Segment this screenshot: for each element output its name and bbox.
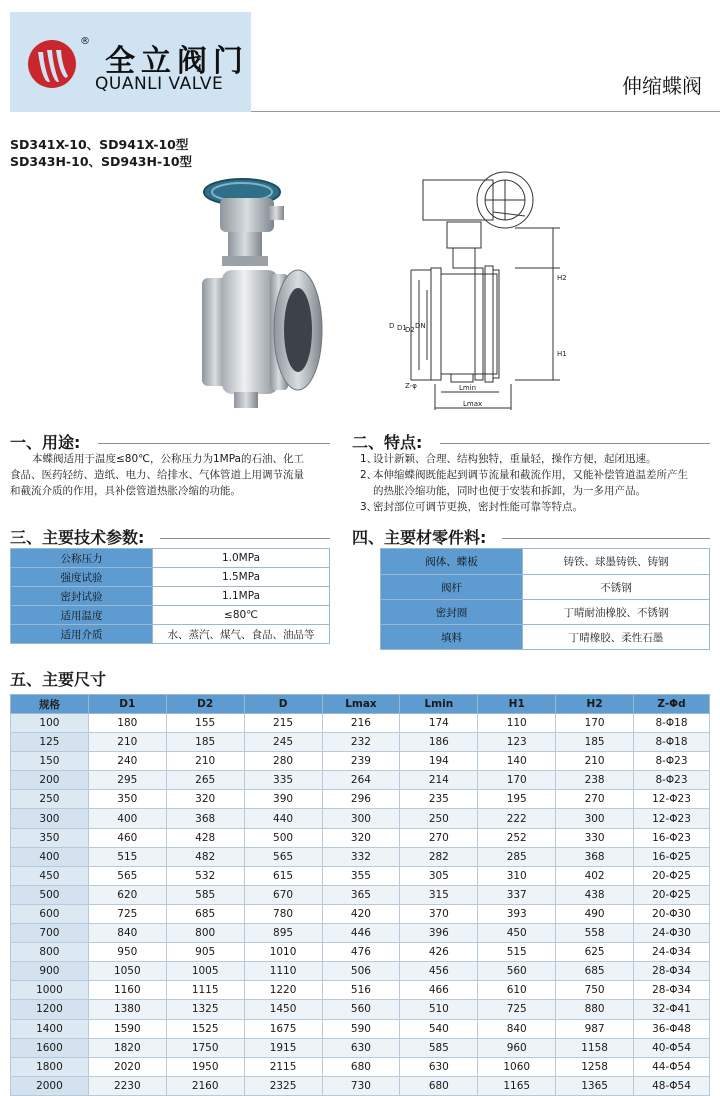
tech-key: 适用介质 [11,625,153,644]
table-cell: 235 [400,790,478,809]
table-cell: 16-Φ25 [634,847,710,866]
table-cell: 1950 [166,1057,244,1076]
table-cell: 296 [322,790,400,809]
table-cell: 330 [556,828,634,847]
material-row [381,549,710,575]
table-cell: 238 [556,771,634,790]
table-cell: 900 [11,962,89,981]
table-cell: 44-Φ54 [634,1057,710,1076]
table-cell: 337 [478,885,556,904]
table-cell: 210 [88,733,166,752]
table-cell: 295 [88,771,166,790]
table-cell: 750 [556,981,634,1000]
table-cell: 270 [400,828,478,847]
table-cell: 840 [478,1019,556,1038]
table-cell: 24-Φ34 [634,943,710,962]
table-row [11,1076,710,1095]
table-cell: 685 [556,962,634,981]
table-row [11,809,710,828]
table-cell: 315 [400,885,478,904]
table-cell: 12-Φ23 [634,809,710,828]
table-row [11,790,710,809]
dimensions-header-cell: Lmin [400,695,478,714]
registered-mark: ® [80,36,90,47]
table-cell: 355 [322,866,400,885]
feature-2-line-2: 的热胀冷缩功能，同时也便于安装和拆卸，为一多用产品。 [373,485,646,497]
table-cell: 532 [166,866,244,885]
material-value: 不锈钢 [523,575,710,600]
header-divider [251,111,720,112]
table-cell: 300 [11,809,89,828]
table-cell: 450 [11,866,89,885]
table-cell: 515 [88,847,166,866]
dimensions-header-cell: 规格 [11,695,89,714]
table-cell: 285 [478,847,556,866]
tech-key: 适用温度 [11,606,153,625]
table-cell: 685 [166,904,244,923]
drawing-label-h2: H2 [557,274,567,282]
table-cell: 402 [556,866,634,885]
table-row [11,1019,710,1038]
material-key: 密封圈 [381,600,523,625]
table-cell: 680 [322,1057,400,1076]
model-line-2: SD343H-10、SD943H-10型 [10,154,193,169]
table-cell: 420 [322,904,400,923]
table-cell: 400 [11,847,89,866]
drawing-label-lmax: Lmax [463,400,483,408]
table-row [11,866,710,885]
table-cell: 48-Φ54 [634,1076,710,1095]
table-cell: 8-Φ23 [634,752,710,771]
tech-value: 水、蒸汽、煤气、食品、油品等 [153,625,330,644]
tech-row [11,606,330,625]
table-cell: 100 [11,714,89,733]
table-cell: 250 [400,809,478,828]
table-row [11,733,710,752]
dimensions-header-cell: Z-Φd [634,695,710,714]
table-cell: 1158 [556,1038,634,1057]
table-row [11,1000,710,1019]
table-cell: 905 [166,943,244,962]
tech-rule [160,538,330,539]
table-cell: 370 [400,904,478,923]
table-cell: 110 [478,714,556,733]
dimensions-header-cell: D2 [166,695,244,714]
table-cell: 1400 [11,1019,89,1038]
table-cell: 476 [322,943,400,962]
table-cell: 28-Φ34 [634,962,710,981]
table-cell: 506 [322,962,400,981]
table-cell: 214 [400,771,478,790]
table-cell: 125 [11,733,89,752]
table-cell: 210 [556,752,634,771]
drawing-label-d2: D2 [405,326,415,334]
table-cell: 500 [244,828,322,847]
table-cell: 2160 [166,1076,244,1095]
table-cell: 20-Φ30 [634,904,710,923]
material-key: 阀杆 [381,575,523,600]
table-cell: 365 [322,885,400,904]
table-cell: 1590 [88,1019,166,1038]
table-cell: 1010 [244,943,322,962]
materials-table [380,548,710,650]
table-cell: 620 [88,885,166,904]
table-cell: 960 [478,1038,556,1057]
tech-row [11,625,330,644]
table-cell: 800 [166,924,244,943]
drawing-label-z: Z-φ [405,382,417,390]
table-cell: 194 [400,752,478,771]
table-cell: 1750 [166,1038,244,1057]
table-row [11,981,710,1000]
table-cell: 265 [166,771,244,790]
table-cell: 600 [11,904,89,923]
dimension-drawing [375,170,710,415]
feature-num-2: 2、 [360,469,378,481]
table-cell: 250 [11,790,89,809]
materials-rule [502,538,710,539]
table-cell: 1915 [244,1038,322,1057]
table-cell: 1110 [244,962,322,981]
table-cell: 1820 [88,1038,166,1057]
table-cell: 320 [166,790,244,809]
table-cell: 239 [322,752,400,771]
table-cell: 450 [478,924,556,943]
model-line-1: SD341X-10、SD941X-10型 [10,137,189,152]
product-title: 伸缩蝶阀 [622,74,702,98]
table-cell: 8-Φ23 [634,771,710,790]
drawing-label-d1: D1 [397,324,407,332]
tech-table [10,548,330,644]
tech-value: 1.0MPa [153,549,330,568]
table-row [11,771,710,790]
table-cell: 180 [88,714,166,733]
dimensions-header-cell: H1 [478,695,556,714]
table-cell: 150 [11,752,89,771]
table-cell: 16-Φ23 [634,828,710,847]
tech-key: 密封试验 [11,587,153,606]
drawing-label-h1: H1 [557,350,567,358]
table-cell: 216 [322,714,400,733]
feature-num-1: 1、 [360,453,378,465]
tech-row [11,549,330,568]
table-cell: 630 [400,1057,478,1076]
drawing-label-d: D [389,322,395,330]
table-cell: 585 [166,885,244,904]
table-cell: 2000 [11,1076,89,1095]
table-cell: 1220 [244,981,322,1000]
table-cell: 320 [322,828,400,847]
table-cell: 20-Φ25 [634,866,710,885]
feature-item-1 [360,451,715,467]
material-value: 铸铁、球墨铸铁、铸钢 [523,549,710,575]
table-cell: 2020 [88,1057,166,1076]
usage-line-1: 本蝶阀适用于温度≤80℃，公称压力为1MPa的石油、化工 [32,453,304,465]
table-cell: 200 [11,771,89,790]
table-cell: 730 [322,1076,400,1095]
table-cell: 32-Φ41 [634,1000,710,1019]
table-cell: 670 [244,885,322,904]
table-cell: 300 [556,809,634,828]
table-cell: 446 [322,924,400,943]
drawing-label-lmin: Lmin [459,384,477,392]
table-cell: 24-Φ30 [634,924,710,943]
table-cell: 155 [166,714,244,733]
table-cell: 8-Φ18 [634,714,710,733]
table-row [11,828,710,847]
tech-value: ≤80℃ [153,606,330,625]
table-cell: 880 [556,1000,634,1019]
table-cell: 1800 [11,1057,89,1076]
material-value: 丁晴耐油橡胶、不锈钢 [523,600,710,625]
tech-row [11,568,330,587]
brand-name-en: QUANLI VALVE [95,74,224,94]
table-cell: 305 [400,866,478,885]
dimensions-header-cell: D1 [88,695,166,714]
usage-heading: 一、用途: [10,433,81,452]
table-cell: 368 [166,809,244,828]
table-cell: 895 [244,924,322,943]
table-cell: 2230 [88,1076,166,1095]
valve-photo [180,170,340,410]
feature-3-line-1: 密封部位可调节更换，密封性能可靠等特点。 [373,501,583,513]
dimensions-body [11,714,710,1096]
table-cell: 510 [400,1000,478,1019]
table-cell: 1365 [556,1076,634,1095]
table-row [11,943,710,962]
dimensions-heading: 五、主要尺寸 [10,670,107,689]
table-cell: 215 [244,714,322,733]
table-cell: 558 [556,924,634,943]
table-cell: 1060 [478,1057,556,1076]
table-cell: 460 [88,828,166,847]
table-row [11,962,710,981]
table-row [11,885,710,904]
table-cell: 1450 [244,1000,322,1019]
features-rule [440,443,710,444]
table-row [11,752,710,771]
table-cell: 368 [556,847,634,866]
table-cell: 1258 [556,1057,634,1076]
table-cell: 1675 [244,1019,322,1038]
tech-row [11,587,330,606]
table-cell: 335 [244,771,322,790]
table-cell: 40-Φ54 [634,1038,710,1057]
table-row [11,1038,710,1057]
table-cell: 390 [244,790,322,809]
features-list [360,451,715,515]
table-cell: 438 [556,885,634,904]
table-cell: 28-Φ34 [634,981,710,1000]
table-cell: 1600 [11,1038,89,1057]
table-cell: 1200 [11,1000,89,1019]
table-cell: 1000 [11,981,89,1000]
table-cell: 350 [11,828,89,847]
table-cell: 630 [322,1038,400,1057]
table-row [11,847,710,866]
table-cell: 585 [400,1038,478,1057]
table-cell: 210 [166,752,244,771]
table-row [11,924,710,943]
table-cell: 515 [478,943,556,962]
feature-2-line-1: 本伸缩蝶阀既能起到调节流量和截流作用，又能补偿管道温差所产生 [373,469,688,481]
dimensions-header-cell: Lmax [322,695,400,714]
feature-item-2 [360,467,715,499]
table-cell: 625 [556,943,634,962]
table-cell: 1325 [166,1000,244,1019]
material-row [381,575,710,600]
feature-1-line-1: 设计新颖、合理、结构独特，重量轻，操作方便，起闭迅速。 [373,453,657,465]
table-cell: 170 [478,771,556,790]
material-row [381,625,710,650]
dimensions-table [10,694,710,1096]
usage-rule [98,443,330,444]
table-cell: 565 [88,866,166,885]
table-cell: 195 [478,790,556,809]
table-cell: 232 [322,733,400,752]
table-cell: 174 [400,714,478,733]
table-cell: 950 [88,943,166,962]
table-cell: 396 [400,924,478,943]
tech-key: 公称压力 [11,549,153,568]
table-cell: 185 [556,733,634,752]
drawing-label-dn: DN [415,322,426,330]
table-cell: 1050 [88,962,166,981]
table-cell: 393 [478,904,556,923]
table-cell: 252 [478,828,556,847]
table-cell: 170 [556,714,634,733]
table-cell: 1525 [166,1019,244,1038]
table-cell: 36-Φ48 [634,1019,710,1038]
material-key: 填料 [381,625,523,650]
table-row [11,714,710,733]
features-heading: 二、特点: [352,433,423,452]
table-cell: 123 [478,733,556,752]
dimensions-header-cell: H2 [556,695,634,714]
feature-num-3: 3、 [360,501,378,513]
table-cell: 560 [322,1000,400,1019]
table-cell: 1115 [166,981,244,1000]
material-key: 阀体、蝶板 [381,549,523,575]
brand-name-cn: 全立阀门 [105,44,249,79]
table-cell: 700 [11,924,89,943]
table-cell: 222 [478,809,556,828]
table-row [11,904,710,923]
table-cell: 800 [11,943,89,962]
table-cell: 185 [166,733,244,752]
table-cell: 12-Φ23 [634,790,710,809]
usage-line-3: 和截流介质的作用，具补偿管道热胀冷缩的功能。 [10,485,241,497]
table-cell: 2325 [244,1076,322,1095]
table-cell: 428 [166,828,244,847]
dimensions-header-cell: D [244,695,322,714]
material-row [381,600,710,625]
material-value: 丁晴橡胶、柔性石墨 [523,625,710,650]
table-cell: 2115 [244,1057,322,1076]
model-list [10,136,192,170]
tech-value: 1.1MPa [153,587,330,606]
table-cell: 516 [322,981,400,1000]
table-cell: 615 [244,866,322,885]
table-cell: 426 [400,943,478,962]
table-cell: 332 [322,847,400,866]
table-cell: 240 [88,752,166,771]
table-cell: 500 [11,885,89,904]
usage-line-2: 食品、医药轻纺、造纸、电力、给排水、气体管道上用调节流量 [10,469,304,481]
table-cell: 1005 [166,962,244,981]
table-cell: 280 [244,752,322,771]
table-cell: 725 [88,904,166,923]
table-cell: 490 [556,904,634,923]
table-cell: 466 [400,981,478,1000]
table-cell: 186 [400,733,478,752]
table-cell: 350 [88,790,166,809]
table-cell: 456 [400,962,478,981]
tech-value: 1.5MPa [153,568,330,587]
table-cell: 1165 [478,1076,556,1095]
table-cell: 140 [478,752,556,771]
table-cell: 590 [322,1019,400,1038]
table-cell: 1160 [88,981,166,1000]
table-cell: 310 [478,866,556,885]
table-cell: 245 [244,733,322,752]
table-cell: 565 [244,847,322,866]
table-row [11,1057,710,1076]
usage-text [10,451,335,499]
dimensions-header-row [11,695,710,714]
table-cell: 780 [244,904,322,923]
tech-heading: 三、主要技术参数: [10,528,145,547]
brand-logo-icon [26,38,78,90]
feature-item-3 [360,499,715,515]
table-cell: 300 [322,809,400,828]
tech-key: 强度试验 [11,568,153,587]
table-cell: 725 [478,1000,556,1019]
table-cell: 270 [556,790,634,809]
table-cell: 264 [322,771,400,790]
table-cell: 20-Φ25 [634,885,710,904]
table-cell: 400 [88,809,166,828]
logo-box [10,12,251,112]
table-cell: 560 [478,962,556,981]
table-cell: 1380 [88,1000,166,1019]
table-cell: 540 [400,1019,478,1038]
table-cell: 8-Φ18 [634,733,710,752]
table-cell: 840 [88,924,166,943]
table-cell: 610 [478,981,556,1000]
table-cell: 282 [400,847,478,866]
materials-heading: 四、主要材零件料: [352,528,487,547]
table-cell: 680 [400,1076,478,1095]
table-cell: 440 [244,809,322,828]
table-cell: 987 [556,1019,634,1038]
table-cell: 482 [166,847,244,866]
